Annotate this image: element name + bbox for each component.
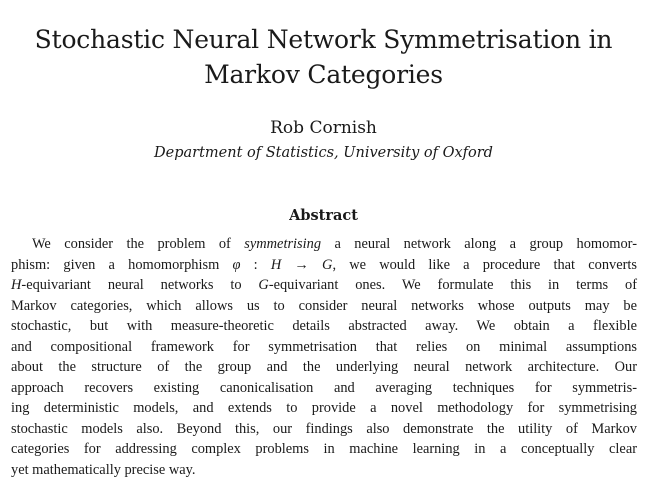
abstract-line: categories for addressing complex problems in machine learning in a conceptually clear (11, 441, 637, 457)
paper-title (0, 22, 647, 92)
author-affiliation: Department of Statistics, University of Oxford (154, 145, 493, 161)
abstract-line: phism: given a homomorphism φ : H → G, we would like a procedure that converts (11, 256, 637, 273)
abstract-line: and compositional framework for symmetrisation that relies on minimal assumptions (11, 338, 637, 355)
abstract-line: about the structure of the group and the underlying neural network architecture. Our (11, 359, 637, 375)
abstract-line: ing deterministic models, and extends to provide a novel methodology for symmetrising (11, 400, 637, 416)
abstract-body (11, 234, 637, 480)
abstract-line: We consider the problem of symmetrising a neural network along a group homomor- (32, 236, 637, 252)
author-name: Rob Cornish (270, 118, 377, 138)
abstract-line: approach recovers existing canonicalisation and averaging techniques for symmetris- (11, 379, 637, 396)
abstract-heading: Abstract (289, 207, 358, 224)
title-line: Markov Categories (204, 60, 443, 89)
abstract-line: stochastic, but with measure-theoretic details abstracted away. We obtain a flexible (11, 318, 637, 334)
abstract-line: stochastic models also. Beyond this, our findings also demonstrate the utility of Markov (11, 420, 637, 437)
abstract-line: H-equivariant neural networks to G-equivariant ones. We formulate this in terms of (11, 277, 637, 293)
abstract-line: Markov categories, which allows us to consider neural networks whose outputs may be (11, 297, 637, 314)
title-line: Stochastic Neural Network Symmetrisation in (34, 25, 613, 54)
abstract-line: yet mathematically precise way. (11, 461, 196, 478)
